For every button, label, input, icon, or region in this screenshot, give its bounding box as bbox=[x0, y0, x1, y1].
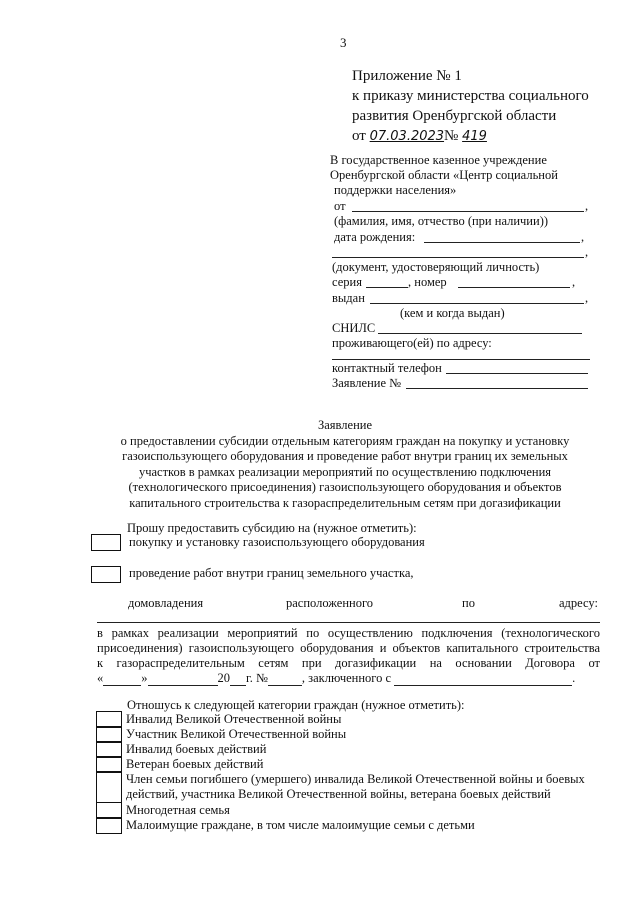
number-field-line[interactable] bbox=[458, 287, 570, 288]
issued-hint: (кем и когда выдан) bbox=[400, 306, 505, 320]
appendix-header bbox=[352, 66, 589, 147]
appendix-line-3: развития Оренбургской области bbox=[352, 108, 557, 124]
contract-month-field[interactable] bbox=[148, 671, 218, 686]
title-line-2: газоиспользующего оборудования и проведение работ внутри границ их земельных bbox=[122, 449, 568, 463]
number-comma: , bbox=[572, 275, 576, 289]
fio-hint: (фамилия, имя, отчество (при наличии)) bbox=[334, 214, 549, 228]
category-label-1: Инвалид Великой Отечественной войны bbox=[126, 712, 342, 726]
paragraph-line-2: присоединения) газоиспользующего оборудования и объектов капитального строительства bbox=[97, 641, 600, 655]
category-label-4: Ветеран боевых действий bbox=[126, 757, 264, 771]
option-equipment-label: покупку и установку газоиспользующего оборудования bbox=[129, 535, 425, 549]
address-field-line[interactable] bbox=[332, 359, 590, 360]
snils-field-line[interactable] bbox=[378, 333, 582, 334]
contract-period: . bbox=[572, 671, 576, 685]
plot-address-line[interactable] bbox=[97, 622, 600, 623]
title-line-5: капитального строительства к газораспределительным сетям при догазификации bbox=[129, 495, 561, 510]
birth-field-line[interactable] bbox=[424, 242, 580, 243]
title-line-3: участков в рамках реализации мероприятий по осуществлению подключения bbox=[138, 464, 552, 479]
issued-field-line[interactable] bbox=[370, 303, 584, 304]
series-label: серия bbox=[332, 275, 362, 289]
category-label-2: Участник Великой Отечественной войны bbox=[126, 727, 347, 741]
paragraph-line-3: к газораспределительным сетям при догазификации на основании Договора от bbox=[97, 656, 600, 670]
contract-party-field[interactable] bbox=[394, 671, 572, 686]
quote-close: » bbox=[141, 671, 148, 685]
contract-year-field[interactable] bbox=[230, 671, 246, 686]
concluded-label: , заключенного с bbox=[301, 671, 392, 685]
category-label-7: Малоимущие граждане, в том числе малоимущие семьи с детьми bbox=[126, 818, 475, 832]
page-number: 3 bbox=[340, 35, 347, 50]
option-works-checkbox[interactable] bbox=[91, 566, 121, 583]
category-checkbox-5[interactable] bbox=[96, 771, 122, 803]
option-equipment-checkbox[interactable] bbox=[91, 534, 121, 551]
application-number-label: Заявление № bbox=[332, 376, 402, 390]
categories-intro: Отношусь к следующей категории граждан (нужное отметить): bbox=[127, 698, 465, 712]
contract-day-field[interactable] bbox=[103, 671, 141, 686]
category-label-6: Многодетная семья bbox=[126, 803, 230, 817]
handwritten-number: 419 bbox=[462, 129, 487, 144]
series-field-line[interactable] bbox=[366, 287, 408, 288]
addr-word-2: расположенного bbox=[286, 596, 374, 610]
addressee-line-3: поддержки населения» bbox=[334, 183, 457, 197]
document-hint: (документ, удостоверяющий личность) bbox=[332, 260, 540, 274]
addr-word-4: адресу: bbox=[559, 596, 598, 610]
appendix-title: Приложение № 1 bbox=[352, 68, 462, 84]
handwritten-date: 07.03.2023 bbox=[369, 129, 445, 144]
phone-field-line[interactable] bbox=[446, 373, 588, 374]
contract-number-label: г. № bbox=[246, 671, 268, 685]
snils-label: СНИЛС bbox=[332, 321, 376, 335]
date-prefix: от bbox=[352, 128, 366, 144]
birth-label: дата рождения: bbox=[334, 230, 416, 244]
contract-date-line bbox=[97, 671, 575, 686]
birth-comma: , bbox=[581, 230, 585, 244]
document-field-line[interactable] bbox=[332, 257, 584, 258]
category-checkbox-7[interactable] bbox=[96, 817, 122, 834]
addressee-line-1: В государственное казенное учреждение bbox=[330, 153, 547, 167]
issued-label: выдан bbox=[332, 291, 365, 305]
category-label-5a: Член семьи погибшего (умершего) инвалида Великой Отечественной войны и боевых bbox=[126, 772, 585, 786]
addr-word-1: домовладения bbox=[128, 596, 204, 610]
option-works-label: проведение работ внутри границ земельного участка, bbox=[129, 566, 414, 580]
document-comma: , bbox=[585, 245, 589, 259]
addressee-block bbox=[330, 153, 600, 393]
issued-comma: , bbox=[585, 291, 589, 305]
category-label-5b: действий, участника Великой Отечественной войны, ветерана боевых действий bbox=[126, 787, 551, 801]
number-sign: № bbox=[444, 128, 459, 144]
number-label: , номер bbox=[408, 275, 447, 289]
addressee-line-2: Оренбургской области «Центр социальной bbox=[330, 168, 558, 182]
paragraph-line-1: в рамках реализации мероприятий по осуществлению подключения (технологического bbox=[97, 626, 600, 640]
year-prefix: 20 bbox=[217, 671, 230, 685]
from-field-line[interactable] bbox=[352, 211, 584, 212]
title-line-1: о предоставлении субсидии отдельным категориям граждан на покупку и установку bbox=[120, 433, 570, 448]
address-label: проживающего(ей) по адресу: bbox=[332, 336, 492, 350]
contract-number-field[interactable] bbox=[268, 671, 302, 686]
phone-label: контактный телефон bbox=[332, 361, 442, 375]
request-intro: Прошу предоставить субсидию на (нужное отметить): bbox=[127, 521, 417, 535]
from-comma: , bbox=[585, 199, 589, 213]
title-line-4: (технологического присоединения) газоиспользующего оборудования и объектов bbox=[128, 480, 562, 494]
document-title bbox=[100, 418, 590, 511]
appendix-date-line bbox=[352, 126, 589, 147]
category-label-3: Инвалид боевых действий bbox=[126, 742, 267, 756]
application-number-line[interactable] bbox=[406, 388, 588, 389]
addr-word-3: по bbox=[462, 596, 475, 610]
from-label: от bbox=[334, 199, 346, 213]
appendix-line-2: к приказу министерства социального bbox=[352, 88, 589, 104]
quote-open: « bbox=[97, 671, 104, 685]
title-heading: Заявление bbox=[317, 418, 372, 432]
